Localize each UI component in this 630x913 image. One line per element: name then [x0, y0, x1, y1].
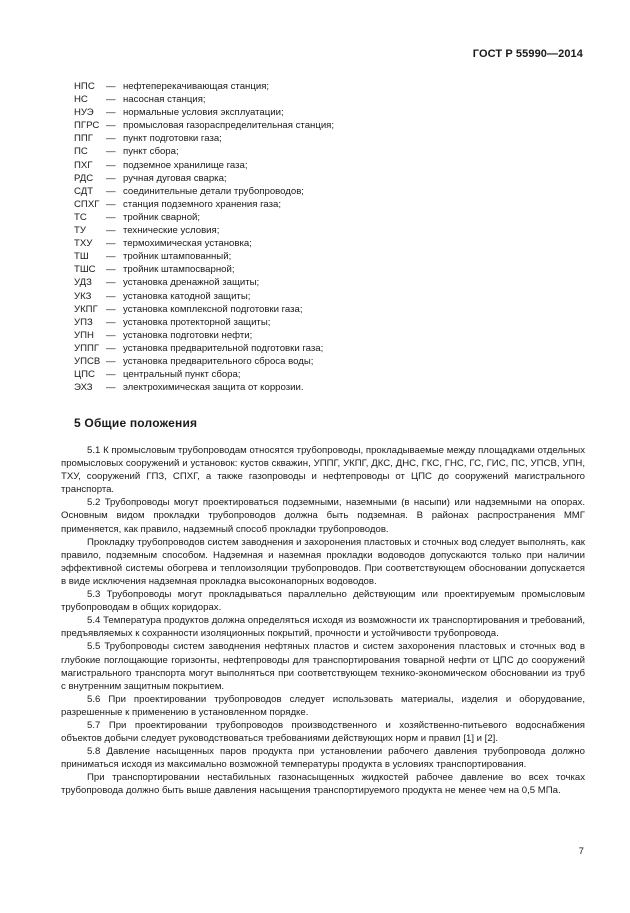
- abbreviation-definition: пункт сбора;: [123, 146, 179, 158]
- abbreviation-item: [74, 237, 554, 250]
- abbreviation-term: НПС: [74, 81, 95, 92]
- abbreviation-term: УДЗ: [74, 277, 92, 289]
- abbreviation-definition: установка комплексной подготовки газа;: [123, 303, 303, 315]
- dash: —: [106, 146, 116, 158]
- dash: —: [106, 81, 116, 92]
- abbreviation-definition: центральный пункт сбора;: [123, 369, 241, 381]
- abbreviation-item: [74, 172, 554, 185]
- abbreviation-term: ТС: [74, 211, 87, 223]
- abbreviation-definition: установка дренажной защиты;: [123, 277, 260, 289]
- abbreviation-item: [74, 250, 554, 263]
- abbreviation-item: [74, 211, 554, 224]
- abbreviation-definition: установка протекторной защиты;: [123, 316, 271, 328]
- dash: —: [106, 329, 116, 341]
- abbreviation-term: ТШС: [74, 264, 96, 276]
- abbreviation-item: [74, 119, 554, 132]
- paragraph-5-6: 5.6 При проектировании трубопроводов следует использовать материалы, изделия и оборудование, разрешенные к применению в установленном порядке.: [61, 693, 585, 718]
- paragraph-5-3: 5.3 Трубопроводы могут прокладываться параллельно действующим или проектируемым промысловым трубопроводам в общих коридорах.: [61, 589, 585, 614]
- abbreviation-term: НУЭ: [74, 107, 94, 119]
- abbreviation-item: [74, 316, 554, 329]
- abbreviation-definition: установка предварительной подготовки газа;: [123, 342, 324, 354]
- abbreviation-term: ППГ: [74, 133, 93, 145]
- abbreviation-item: [74, 132, 554, 145]
- document-header-id: ГОСТ Р 55990—2014: [472, 48, 583, 60]
- abbreviation-term: УКПГ: [74, 303, 98, 315]
- abbreviation-item: [74, 106, 554, 119]
- section-heading: 5 Общие положения: [74, 416, 198, 430]
- abbreviation-term: НС: [74, 94, 88, 106]
- abbreviation-term: ЭХЗ: [74, 382, 93, 394]
- abbreviation-item: [74, 159, 554, 172]
- section-body: [61, 444, 585, 798]
- dash: —: [106, 172, 116, 184]
- dash: —: [106, 94, 116, 106]
- abbreviation-term: УППГ: [74, 342, 100, 354]
- abbreviation-term: РДС: [74, 172, 94, 184]
- abbreviation-term: ТХУ: [74, 238, 93, 250]
- abbreviation-item: [74, 224, 554, 237]
- abbreviation-item: [74, 145, 554, 158]
- abbreviation-item: [74, 368, 554, 381]
- paragraph-5-2-cont: Прокладку трубопроводов систем заводнения и захоронения пластовых и сточных вод следует выполнять, как правило, подземным способом. Надземная и наземная прокладки водоводов допускаются только при наличии эффективной системы обогрева и теплоизоляции трубопроводов. При соответствующем обосновании допускается в виде исключения надземная прокладка высоконапорных водоводов.: [61, 536, 585, 587]
- dash: —: [106, 211, 116, 223]
- dash: —: [106, 133, 116, 145]
- abbreviation-term: ПХГ: [74, 159, 93, 171]
- abbreviation-definition: ручная дуговая сварка;: [123, 172, 227, 184]
- dash: —: [106, 316, 116, 328]
- dash: —: [106, 277, 116, 289]
- dash: —: [106, 225, 116, 237]
- abbreviation-term: ПГРС: [74, 120, 100, 132]
- abbreviation-item: [74, 263, 554, 276]
- abbreviation-term: УПН: [74, 329, 94, 341]
- paragraph-5-7: 5.7 При проектировании трубопроводов производственного и хозяйственно-питьевого водоснабжения объектов добычи следует руководствоваться требованиями действующих норм и правил [1] и [2].: [61, 719, 585, 745]
- abbreviation-definition: установка подготовки нефти;: [123, 329, 253, 341]
- abbreviation-definition: нефтеперекачивающая станция;: [123, 81, 270, 92]
- paragraph-5-8-cont: При транспортировании нестабильных газонасыщенных жидкостей рабочее давление во всех точках трубопровода должно быть выше давления насыщения транспортируемого продукта не менее чем на 0,5 МПа.: [61, 772, 585, 797]
- abbreviation-definition: термохимическая установка;: [123, 238, 252, 250]
- abbreviation-definition: станция подземного хранения газа;: [123, 198, 282, 210]
- abbreviation-definition: установка катодной защиты;: [123, 290, 251, 302]
- dash: —: [106, 264, 116, 276]
- abbreviation-definition: тройник штампосварной;: [123, 264, 235, 276]
- abbreviation-item: [74, 303, 554, 316]
- abbreviation-definition: электрохимическая защита от коррозии.: [123, 382, 304, 394]
- abbreviation-definition: технические условия;: [123, 225, 220, 237]
- abbreviation-item: [74, 276, 554, 289]
- abbreviation-term: УКЗ: [74, 290, 92, 302]
- abbreviation-definition: подземное хранилище газа;: [123, 159, 248, 171]
- abbreviation-definition: насосная станция;: [123, 94, 206, 106]
- abbreviation-term: ТУ: [74, 225, 86, 237]
- abbreviation-item: [74, 381, 554, 394]
- paragraph-5-8: 5.8 Давление насыщенных паров продукта при установлении рабочего давления трубопровода должно приниматься исходя из максимально возможной температуры продукта в условиях транспортирования.: [61, 746, 585, 771]
- dash: —: [106, 107, 116, 119]
- abbreviation-item: [74, 342, 554, 355]
- abbreviation-term: УПЗ: [74, 316, 93, 328]
- dash: —: [106, 185, 116, 197]
- abbreviation-definition: соединительные детали трубопроводов;: [123, 185, 304, 197]
- abbreviation-item: [74, 185, 554, 198]
- abbreviation-list: [74, 80, 554, 394]
- paragraph-5-1: 5.1 К промысловым трубопроводам относятся трубопроводы, прокладываемые между площадками отдельных промысловых сооружений и установок: кустов скважин, УППГ, УКПГ, ДКС, ДНС, ГКС, ГНС, ГС, ГИС, ПС, УПСВ, УПН, ТХУ, сооружений ГПЗ, СПХГ, а также газопроводы и нефтепроводы от ЦПС до сооружений магистрального транспорта.: [61, 445, 585, 496]
- dash: —: [106, 382, 116, 394]
- dash: —: [106, 290, 116, 302]
- paragraph-5-5: 5.5 Трубопроводы систем заводнения нефтяных пластов и систем захоронения пластовых и сточных вод в глубокие поглощающие горизонты, нефтепроводы для транспортирования товарной нефти от ЦПС до сооружений магистрального транспорта могут выполняться при соответствующем технико-экономическом обосновании из труб с внутренним защитным покрытием.: [61, 641, 585, 692]
- dash: —: [106, 251, 116, 263]
- abbreviation-term: УПСВ: [74, 355, 101, 367]
- abbreviation-item: [74, 198, 554, 211]
- abbreviation-definition: установка предварительного сброса воды;: [123, 355, 314, 367]
- dash: —: [106, 342, 116, 354]
- abbreviation-definition: промысловая газораспределительная станция;: [123, 120, 335, 132]
- page-number: 7: [578, 846, 584, 857]
- abbreviation-item: [74, 80, 554, 93]
- dash: —: [106, 198, 116, 210]
- abbreviation-item: [74, 290, 554, 303]
- abbreviation-term: СПХГ: [74, 198, 100, 210]
- abbreviation-item: [74, 355, 554, 368]
- abbreviation-term: ПС: [74, 146, 88, 158]
- dash: —: [106, 159, 116, 171]
- dash: —: [106, 303, 116, 315]
- dash: —: [106, 355, 116, 367]
- abbreviation-item: [74, 93, 554, 106]
- abbreviation-definition: тройник сварной;: [123, 211, 201, 223]
- abbreviation-definition: тройник штампованный;: [123, 251, 232, 263]
- abbreviation-term: ЦПС: [74, 369, 95, 381]
- dash: —: [106, 369, 116, 381]
- dash: —: [106, 120, 116, 132]
- paragraph-5-4: 5.4 Температура продуктов должна определяться исходя из возможности их транспортирования и требований, предъявляемых к сохранности изоляционных покрытий, прочности и устойчивости трубопровода.: [61, 615, 585, 640]
- abbreviation-definition: нормальные условия эксплуатации;: [123, 107, 284, 119]
- abbreviation-item: [74, 329, 554, 342]
- abbreviation-term: ТШ: [74, 251, 89, 263]
- paragraph-5-2: 5.2 Трубопроводы могут проектироваться подземными, наземными (в насыпи) или надземными на опорах. Основным видом прокладки трубопроводов должна быть подземная. В районах распространения ММГ применяется, как правило, надземный способ прокладки трубопроводов.: [61, 497, 585, 535]
- dash: —: [106, 238, 116, 250]
- abbreviation-definition: пункт подготовки газа;: [123, 133, 222, 145]
- abbreviation-term: СДТ: [74, 185, 94, 197]
